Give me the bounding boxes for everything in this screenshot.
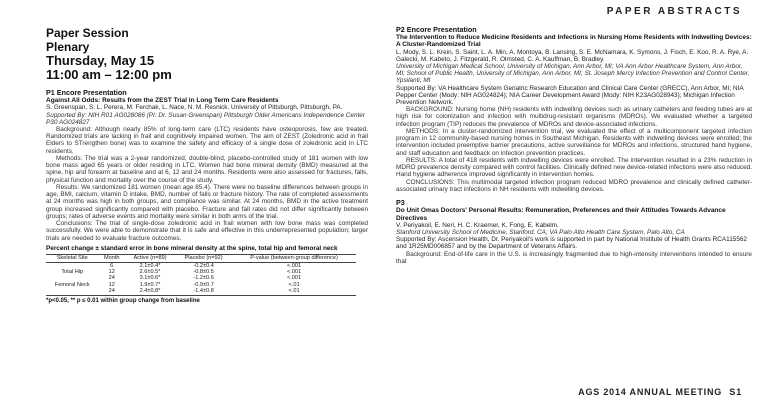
abstract-paragraph: Background: End-of-life care in the U.S. is increasingly fragmented due to high-intensity interventions intended to ensure that — [396, 250, 752, 265]
table-cell: <.001 — [286, 268, 302, 275]
table-cell: 24 — [99, 288, 125, 295]
abstract-paragraph: RESULTS: A total of 418 residents with indwelling devices were enrolled. The intervention resulted in a 23% reduction in MDRO prevalence density compared with control facilities. Clinically defined new device-related infections were also reduced. Hand hygiene adherence improved significantly in intervention homes. — [396, 156, 752, 179]
session-time: 11:00 am – 12:00 pm — [46, 67, 172, 82]
table-cell — [46, 288, 99, 295]
abstract-paragraph: METHODS: In a cluster-randomized intervention trial, we evaluated the effect of a multicomponent targeted infection program in 12 community-based nursing homes in Southeast Michigan. Residents with indwelling devices were enrolled; the intervention included preemptive barrier precautions, active surveillance for MDROs and infections, structured hand hygiene, and staff education and feedback on infection prevention practices. — [396, 127, 752, 157]
journal-name: AGS 2014 ANNUAL MEETING — [578, 387, 723, 397]
abstract-title: Do Unit Omas Doctors' Personal Results: Remuneration, Preferences and their Attitudes Towards Advance Directives — [396, 207, 726, 222]
abstract-paragraph: Methods: The trial was a 2-year randomized, double-blind, placebo-controlled study of 181 women with low bone mass aged 65 years or older residing in LTC. Women had bone mineral density (BMD) measured at the spine, hip and forearm at baseline and at 6, 12 and 24 months. Residents were also assessed for fractures, falls, physical function and mortality over the course of the study. — [46, 154, 368, 184]
table-cell: -0.2±0.4 — [193, 262, 214, 269]
abstract-id: P1 Encore Presentation — [46, 88, 127, 97]
table-header-cell: Placebo (n=92) — [175, 255, 232, 262]
abstract-body — [396, 106, 752, 193]
table-cell: 12 — [108, 268, 115, 275]
table-cell: Femoral Neck — [54, 281, 90, 288]
abstract-authors: S. Greenspan, S. L. Perera, M. Ferchak, L. Nace, N. M. Resnick. University of Pittsburgh, Pittsburgh, PA. — [46, 104, 343, 112]
table-row — [46, 262, 356, 269]
table-caption: Percent change ± standard error in bone mineral density at the spine, total hip and femoral neck — [46, 244, 338, 252]
session-subtitle: Plenary — [46, 40, 90, 54]
table-cell — [46, 262, 99, 269]
abstract-support: Supported By: Ascension Health, Dr. Periyakoil's work is supported in part by National Institute of Health Grants RCA115562 and 1R25MD006857 and by the Department of Veterans Affairs. — [396, 236, 747, 251]
table-cell: 1.9±0.7* — [139, 281, 161, 288]
table-cell: 3.1±0.6* — [139, 275, 161, 282]
table-cell: 2.4±0.8* — [125, 288, 175, 295]
right-column — [396, 26, 752, 386]
abstract-support: Supported By: NIH R01 AG028086 (PI: Dr. Susan Greenspan) Pittsburgh Older Americans Independence Center P30 AG024827 — [46, 111, 365, 126]
table-cell: <.001 — [286, 275, 302, 282]
table-header-row — [46, 255, 356, 262]
abstract-affiliations: Stanford University School of Medicine, Stanford, CA; VA Palo Alto Health Care System, Palo Alto, CA — [396, 229, 685, 237]
table-row — [46, 288, 356, 295]
abstract-title: The Intervention to Reduce Medicine Residents and Infections in Nursing Home Residents with Indwelling Devices: A Cluster-Randomized Trial — [396, 34, 752, 49]
left-column — [46, 26, 368, 392]
abstract-paragraph: Background: Although nearly 85% of long-term care (LTC) residents have osteoporosis, few are treated. Randomized trials are lacking in frail and cognitively impaired women. The aim of ZEST (Zoledronic acid in frail Elders to STrengthen bone) was to examine the safety and efficacy of a single dose of zoledronic acid in LTC residents. — [46, 125, 368, 155]
abstract-authors: V. Periyakoil, E. Neri, H. C. Kraemer, K. Fong, E. Kabelm. — [396, 221, 559, 229]
table-cell: <.01 — [288, 281, 300, 288]
table-cell: 2.6±0.5* — [139, 268, 161, 275]
table-cell: -0.9±0.7 — [193, 281, 214, 288]
abstract-body — [46, 126, 368, 242]
abstract-paragraph: CONCLUSIONS: This multimodal targeted infection program reduced MDRO prevalence and clinically defined catheter-associated urinary tract infections in NH residents with indwelling devices. — [396, 178, 752, 193]
table-cell: -1.2±0.6 — [193, 275, 214, 282]
abstract-paragraph: Results: We randomized 181 women (mean age 85.4). There were no baseline differences between groups in age, BMI, calcium, vitamin D intake, BMD, number of falls or fracture history. The rate of completed assessments at 24 months was high in both groups, and compliance was similar. At 24 months, BMD in the active treatment group increased significantly compared with placebo. Fracture and fall rates did not differ significantly between groups; rates of adverse events and mortality were similar in both arms of the trial. — [46, 183, 368, 220]
abstract-paragraph: Conclusions: The trial of single-dose zoledronic acid in frail women with low bone mass was completed successfully. We were able to demonstrate that it is safe and effective in this underrepresented population; larger trials are needed to evaluate fracture outcomes. — [46, 220, 368, 242]
abstract-body — [396, 251, 752, 266]
page-number: S1 — [729, 387, 742, 397]
table-header-cell: Month — [99, 255, 125, 262]
abstract-support: Supported By: VA Healthcare System Geriatric Research Education and Clinical Care Center (GRECC), Ann Arbor, MI; NIA Pepper Center (Mody: NIH AG024824); NIA Career Development Award (Mody: NIH K23AG028943); Michigan Infection Prevention Network. — [396, 84, 744, 107]
abstract-id: P2 Encore Presentation — [396, 26, 477, 34]
table-cell: 6 — [110, 262, 114, 269]
table-footnote: *p<0.05, ** p ≤ 0.01 within group change from baseline — [46, 297, 200, 304]
bmd-table — [46, 254, 356, 295]
abstract-id: P3 — [396, 198, 405, 208]
abstract-authors: L. Mody, S. L. Krein, S. Saint, L. A. Min, A. Montoya, B. Lansing, S. E. McNamara, K. Symons, J. Fisch, E. Koo, R. A. Rye, A. Galecki, M. Kabeto, J. Fitzgerald, R. Olmsted, C. A. Kauffman, B. Bradley. — [396, 48, 749, 63]
session-date: Thursday, May 15 — [46, 53, 155, 68]
table-header-cell: P-value (between-group difference) — [232, 255, 356, 262]
table-cell: 12 — [108, 281, 115, 288]
abstract-title: Against All Odds: Results from the ZEST Trial in Long Term Care Residents — [46, 97, 279, 104]
table-header-cell: Skeletal Site — [46, 255, 99, 262]
abstract-paragraph: BACKGROUND: Nursing home (NH) residents with indwelling devices such as urinary catheters and feeding tubes are at high risk for colonization and infection with multidrug-resistant organisms (MDROs). We evaluated whether a targeted infection program (TIP) reduces the prevalence of MDROs and device-associated infections. — [396, 106, 752, 128]
table-cell: <.01 — [232, 288, 356, 295]
table-cell: 24 — [108, 275, 115, 282]
table-cell: -1.4±0.8 — [175, 288, 232, 295]
session-title: Paper Session — [46, 26, 129, 40]
running-head: PAPER ABSTRACTS — [606, 6, 742, 17]
table-cell: -0.8±0.5 — [193, 268, 214, 275]
table-cell: Total Hip — [61, 268, 84, 275]
table-header-cell: Active (n=89) — [125, 255, 175, 262]
page-footer — [574, 387, 742, 397]
abstract-affiliations: University of Michigan Medical School, University of Michigan, Ann Arbor, MI; VA Ann Arbor Healthcare System, Ann Arbor, MI; School of Public Health, University of Michigan, Ann Arbor, MI; St. Joseph Mercy Infection Prevention and Control Center, Ypsilanti, MI — [396, 63, 750, 85]
table-cell: <.001 — [286, 262, 302, 269]
table-cell: 2.1±0.4* — [139, 262, 161, 269]
